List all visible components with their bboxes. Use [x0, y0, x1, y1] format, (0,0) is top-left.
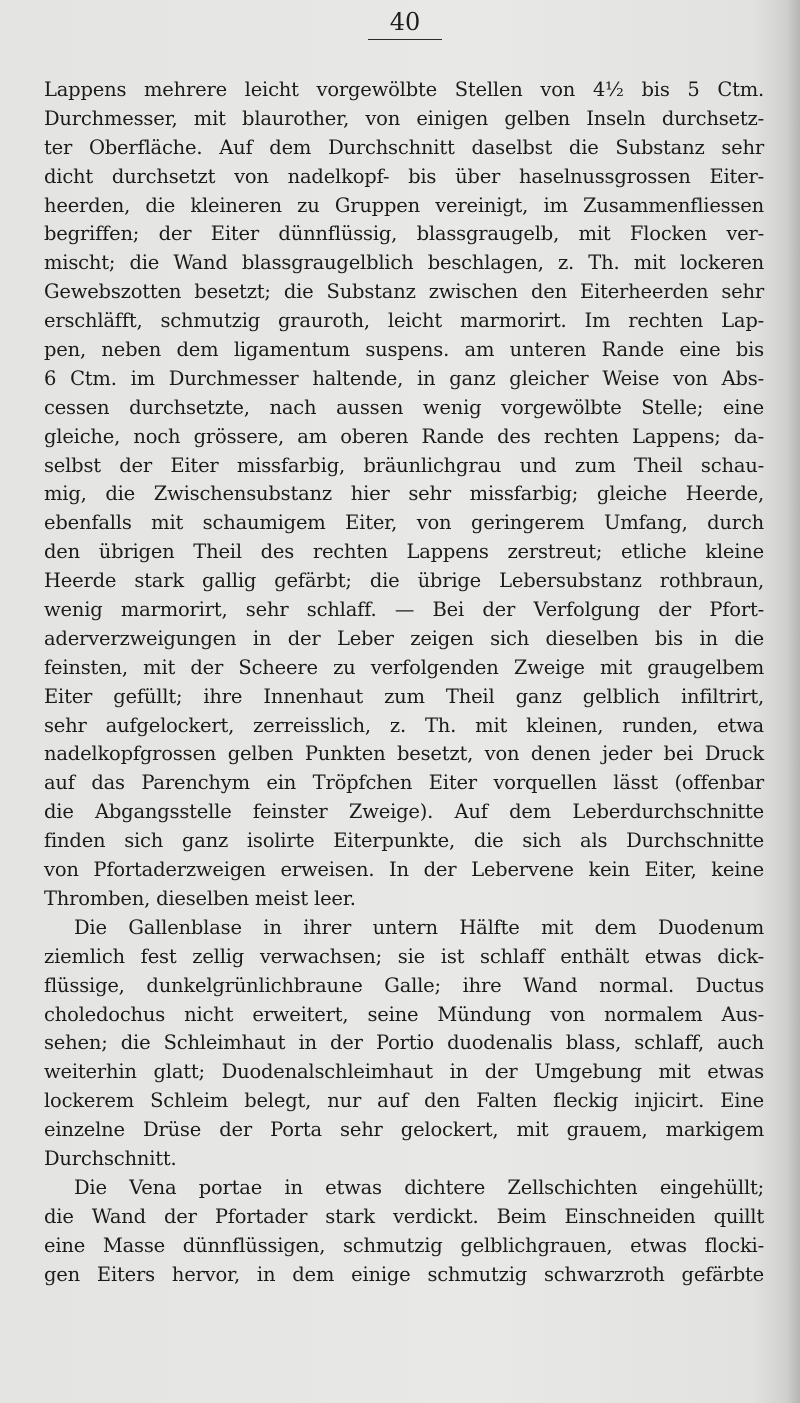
text-line: sehr aufgelockert, zerreisslich, z. Th. mit kleinen, runden, etwa — [44, 713, 764, 737]
text-line: ter Oberfläche. Auf dem Durchschnitt daselbst die Substanz sehr — [44, 135, 764, 159]
page-edge-shadow — [786, 0, 800, 1403]
text-line: mig, die Zwischensubstanz hier sehr missfarbig; gleiche Heerde, — [44, 482, 764, 506]
text-line: cessen durchsetzte, nach aussen wenig vorgewölbte Stelle; eine — [44, 395, 764, 419]
text-line: dicht durchsetzt von nadelkopf- bis über haselnussgrossen Eiter- — [44, 164, 764, 188]
text-line: choledochus nicht erweitert, seine Mündung von normalem Aus- — [44, 1002, 764, 1026]
text-line: ebenfalls mit schaumigem Eiter, von geringerem Umfang, durch — [44, 511, 764, 535]
text-line: pen, neben dem ligamentum suspens. am unteren Rande eine bis — [44, 338, 764, 362]
text-line: finden sich ganz isolirte Eiterpunkte, die sich als Durchschnitte — [44, 829, 764, 853]
text-line: den übrigen Theil des rechten Lappens zerstreut; etliche kleine — [44, 540, 764, 564]
text-line: gen Eiters hervor, in dem einige schmutzig schwarzroth gefärbte — [44, 1262, 764, 1286]
text-line: Heerde stark gallig gefärbt; die übrige Lebersubstanz rothbraun, — [44, 569, 764, 593]
text-line: Thromben, dieselben meist leer. — [44, 886, 356, 910]
text-line: aderverzweigungen in der Leber zeigen sich dieselben bis in die — [44, 626, 764, 650]
text-line: lockerem Schleim belegt, nur auf den Falten fleckig injicirt. Eine — [44, 1089, 764, 1113]
text-line: feinsten, mit der Scheere zu verfolgenden Zweige mit graugelbem — [44, 655, 764, 679]
text-line: die Abgangsstelle feinster Zweige). Auf dem Leberdurchschnitte — [44, 800, 764, 824]
body-text — [44, 76, 764, 1289]
text-line: weiterhin glatt; Duodenalschleimhaut in der Umgebung mit etwas — [44, 1060, 764, 1084]
text-line: nadelkopfgrossen gelben Punkten besetzt, von denen jeder bei Druck — [44, 742, 764, 766]
text-line: sehen; die Schleimhaut in der Portio duodenalis blass, schlaff, auch — [44, 1031, 764, 1055]
text-line: auf das Parenchym ein Tröpfchen Eiter vorquellen lässt (offenbar — [44, 771, 764, 795]
text-line: flüssige, dunkelgrünlichbraune Galle; ihre Wand normal. Ductus — [44, 973, 764, 997]
text-line: Lappens mehrere leicht vorgewölbte Stellen von 4½ bis 5 Ctm. — [44, 78, 764, 101]
text-line: Die Gallenblase in ihrer untern Hälfte mit dem Duodenum — [74, 915, 764, 939]
text-line: Gewebszotten besetzt; die Substanz zwischen den Eiterheerden sehr — [44, 280, 764, 304]
text-line: Eiter gefüllt; ihre Innenhaut zum Theil ganz gelblich infiltrirt, — [44, 684, 764, 708]
text-line: heerden, die kleineren zu Gruppen vereinigt, im Zusammenfliessen — [44, 193, 764, 217]
text-line: begriffen; der Eiter dünnflüssig, blassgraugelb, mit Flocken ver- — [44, 222, 764, 246]
page-number: 40 — [368, 8, 442, 40]
text-line: gleiche, noch grössere, am oberen Rande des rechten Lappens; da- — [44, 424, 764, 448]
text-line: Durchmesser, mit blaurother, von einigen gelben Inseln durchsetz- — [44, 106, 764, 130]
text-line: ziemlich fest zellig verwachsen; sie ist schlaff enthält etwas dick- — [44, 944, 764, 968]
text-line: mischt; die Wand blassgraugelblich beschlagen, z. Th. mit lockeren — [44, 251, 764, 275]
text-line: die Wand der Pfortader stark verdickt. Beim Einschneiden quillt — [44, 1204, 764, 1228]
text-line: Die Vena portae in etwas dichtere Zellschichten eingehüllt; — [74, 1175, 764, 1199]
text-line: erschläfft, schmutzig grauroth, leicht marmorirt. Im rechten Lap- — [44, 309, 764, 333]
text-line: Durchschnitt. — [44, 1146, 177, 1170]
text-line: einzelne Drüse der Porta sehr gelockert, mit grauem, markigem — [44, 1118, 764, 1142]
text-line: 6 Ctm. im Durchmesser haltende, in ganz gleicher Weise von Abs- — [44, 366, 764, 390]
text-line: wenig marmorirt, sehr schlaff. — Bei der Verfolgung der Pfort- — [44, 598, 764, 622]
text-line: von Pfortaderzweigen erweisen. In der Lebervene kein Eiter, keine — [44, 858, 764, 882]
text-line: selbst der Eiter missfarbig, bräunlichgrau und zum Theil schau- — [44, 453, 764, 477]
text-line: eine Masse dünnflüssigen, schmutzig gelblichgrauen, etwas flocki- — [44, 1233, 764, 1257]
